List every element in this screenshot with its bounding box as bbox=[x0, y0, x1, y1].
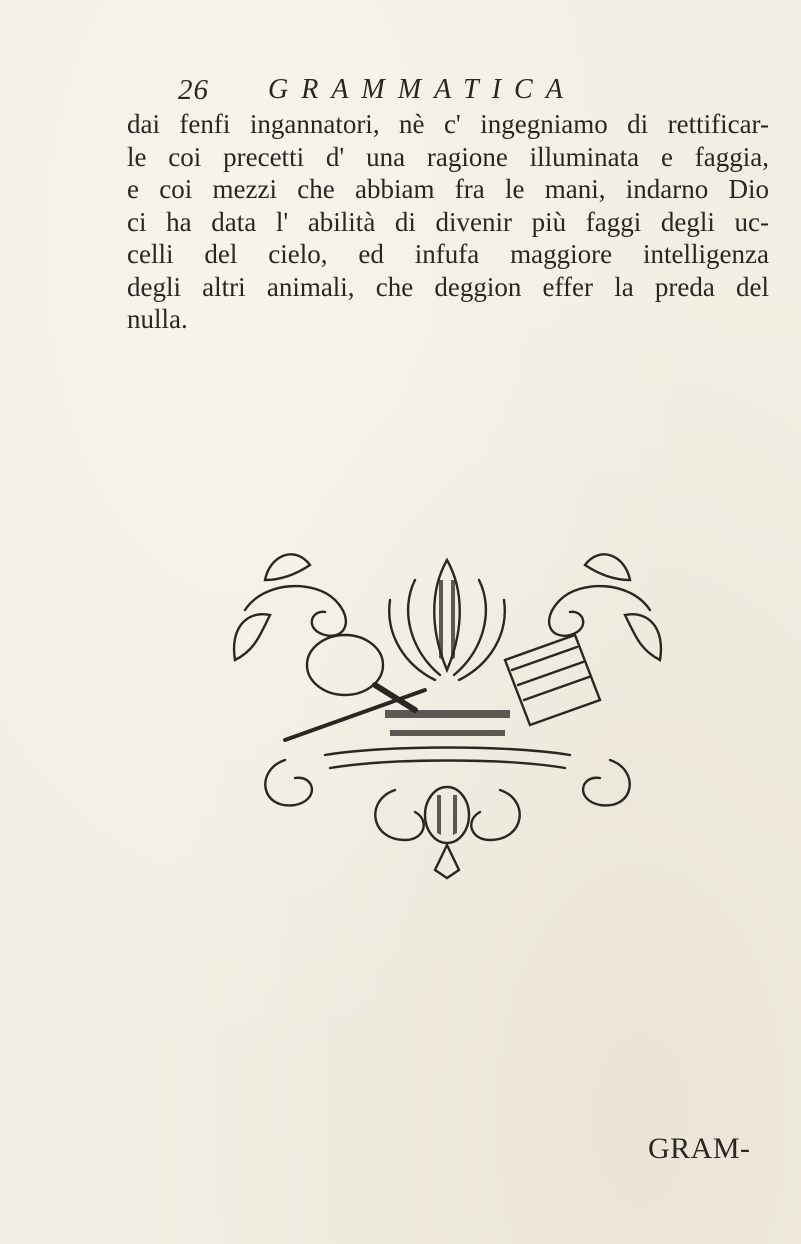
text-line: le coi precetti d' una ragione illuminata e faggia, bbox=[127, 141, 769, 172]
central-foliage bbox=[434, 560, 460, 670]
bottom-cartouche bbox=[375, 790, 423, 840]
text-line: nulla. bbox=[127, 304, 188, 334]
right-leaf bbox=[625, 614, 661, 660]
book bbox=[505, 635, 600, 725]
text-line: degli altri animali, che deggion effer la preda del bbox=[127, 271, 769, 302]
catchword: GRAM- bbox=[648, 1132, 751, 1165]
right-scroll bbox=[549, 586, 650, 636]
bottom-finial bbox=[435, 845, 459, 878]
running-head bbox=[178, 74, 618, 110]
central-foliage bbox=[389, 600, 435, 680]
lower-band bbox=[325, 748, 570, 756]
left-scroll bbox=[245, 586, 346, 636]
lower-scroll-right bbox=[583, 760, 630, 805]
text-line: ci ha data l' abilità di divenir più faggi degli uc- bbox=[127, 206, 769, 237]
lower-scroll-left bbox=[265, 760, 312, 805]
tailpiece-ornament bbox=[225, 540, 670, 880]
text-line: e coi mezzi che abbiam fra le mani, indarno Dio bbox=[127, 174, 769, 204]
lower-band bbox=[330, 761, 565, 769]
page-number: 26 bbox=[178, 74, 209, 106]
magnifier-lens bbox=[307, 635, 383, 695]
body-paragraph bbox=[127, 108, 769, 336]
text-line: celli del cielo, ed infufa maggiore intelligenza bbox=[127, 239, 769, 269]
right-leaf bbox=[585, 554, 630, 580]
bottom-cartouche bbox=[471, 790, 519, 840]
left-leaf bbox=[234, 614, 270, 660]
central-foliage bbox=[459, 600, 505, 680]
running-title: GRAMMATICA bbox=[268, 74, 576, 105]
bottom-medallion bbox=[425, 787, 469, 843]
left-leaf bbox=[265, 554, 310, 580]
text-line: dai fenfi ingannatori, nè c' ingegniamo di rettificar- bbox=[127, 109, 769, 139]
